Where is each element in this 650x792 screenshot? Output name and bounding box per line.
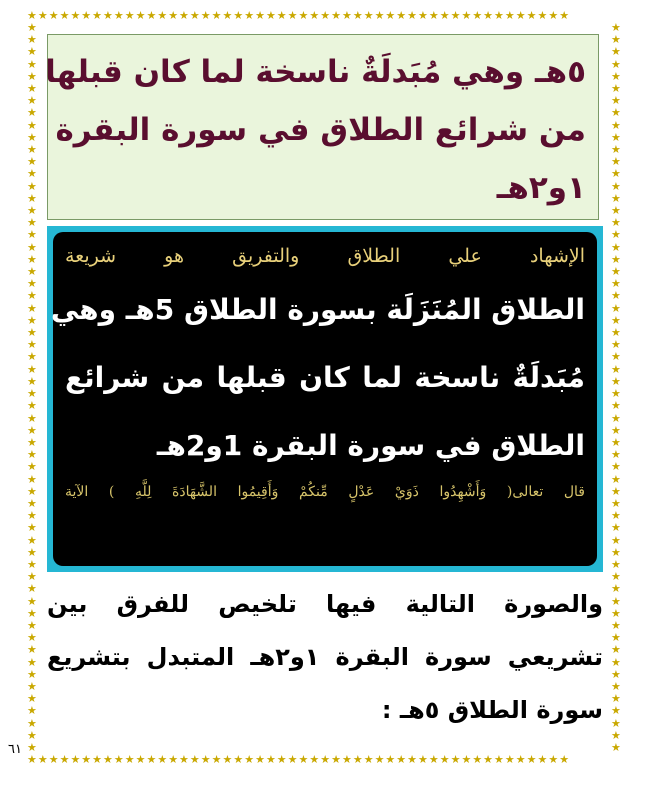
body-line-2: تشريعي سورة البقرة ١و٢هـ المتبدل بتشريع bbox=[47, 643, 603, 671]
quote-frame bbox=[47, 226, 603, 572]
quote-heading: الإشهاد علي الطلاق والتفريق هو شريعة bbox=[65, 245, 585, 267]
body-line-3: سورة الطلاق ٥هـ : bbox=[381, 696, 603, 724]
highlight-line-1: ٥هـ وهي مُبَدلَةٌ ناسخة لما كان قبلها bbox=[45, 54, 586, 90]
body-paragraph bbox=[47, 578, 603, 737]
highlight-line-3: ١و٢هـ bbox=[496, 170, 586, 206]
quote-verse: قال تعالى( وَأَشْهِدُوا ذَوَيْ عَدْلٍ مِّنكُمْ وَأَقِيمُوا الشَّهَادَةَ لِلَّهِ ) الآية bbox=[65, 484, 585, 500]
star-border-bottom: ★★★★★★★★★★★★★★★★★★★★★★★★★★★★★★★★★★★★★★★★★★★★★★★★★★ bbox=[27, 754, 571, 766]
quote-line-3: الطلاق في سورة البقرة 1و2هـ bbox=[156, 429, 585, 462]
quote-panel bbox=[50, 232, 597, 566]
quote-line-1: الطلاق المُنَزَلَة بسورة الطلاق 5هـ وهي bbox=[50, 293, 585, 326]
body-line-1: والصورة التالية فيها تلخيص للفرق بين bbox=[47, 590, 603, 618]
star-border-left: ★★★★★★★★★★★★★★★★★★★★★★★★★★★★★★★★★★★★★★★★★★★★★★★★★★★★★★★★★★★★ bbox=[27, 22, 37, 754]
highlight-line-2: من شرائع الطلاق في سورة البقرة bbox=[55, 112, 586, 148]
star-border-right: ★★★★★★★★★★★★★★★★★★★★★★★★★★★★★★★★★★★★★★★★★★★★★★★★★★★★★★★★★★★★ bbox=[611, 22, 621, 754]
star-border-top: ★★★★★★★★★★★★★★★★★★★★★★★★★★★★★★★★★★★★★★★★★★★★★★★★★★ bbox=[27, 10, 571, 22]
quote-line-2: مُبَدلَةٌ ناسخة لما كان قبلها من شرائع bbox=[65, 361, 585, 394]
highlight-box bbox=[47, 34, 599, 220]
page-number: ٦١ bbox=[8, 742, 22, 757]
